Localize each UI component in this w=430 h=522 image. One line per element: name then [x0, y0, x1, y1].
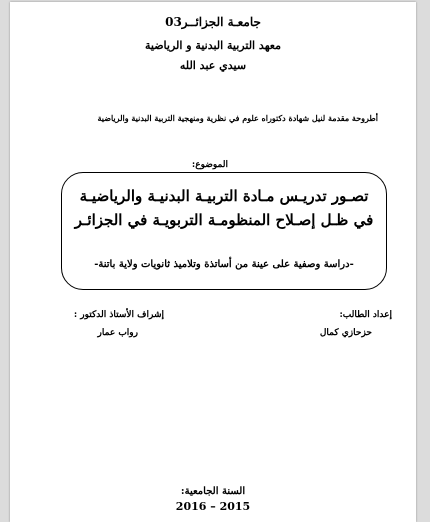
thesis-title-line-1: تصـور تدريـس مـادة التربيـة البدنيـة والرياضيـة [79, 187, 369, 205]
thesis-subtitle: -دراسة وصفية على عينة من أساتذة وتلاميذ ثانويات ولاية باتنة- [94, 259, 354, 270]
supervisor-name: رواب عمار [97, 328, 138, 338]
academic-year: 2016 – 2015 [175, 500, 251, 513]
student-name: حزحازي كمال [319, 328, 372, 338]
academic-year-label: السنة الجامعية: [180, 486, 246, 497]
supervisor-label: إشراف الأستاذ الدكتور : [73, 310, 164, 320]
university-name: جامعـة الجزائــر03 [165, 15, 261, 29]
city-name: سيدي عبد الله [179, 59, 247, 72]
title-box [61, 172, 387, 290]
thesis-note: أطروحة مقدمة لنيل شهادة دكتوراه علوم في نظرية ومنهجية التربية البدنية والرياضية [97, 113, 378, 123]
subject-label: الموضوع: [191, 160, 228, 170]
prepared-by-label: إعداد الطالب: [339, 310, 392, 320]
institute-name: معهد التربية البدنية و الرياضية [145, 39, 281, 52]
document-page [10, 2, 416, 522]
thesis-title-line-2: في ظـل إصـلاح المنظومـة التربويـة في الجزائـر [74, 211, 374, 229]
